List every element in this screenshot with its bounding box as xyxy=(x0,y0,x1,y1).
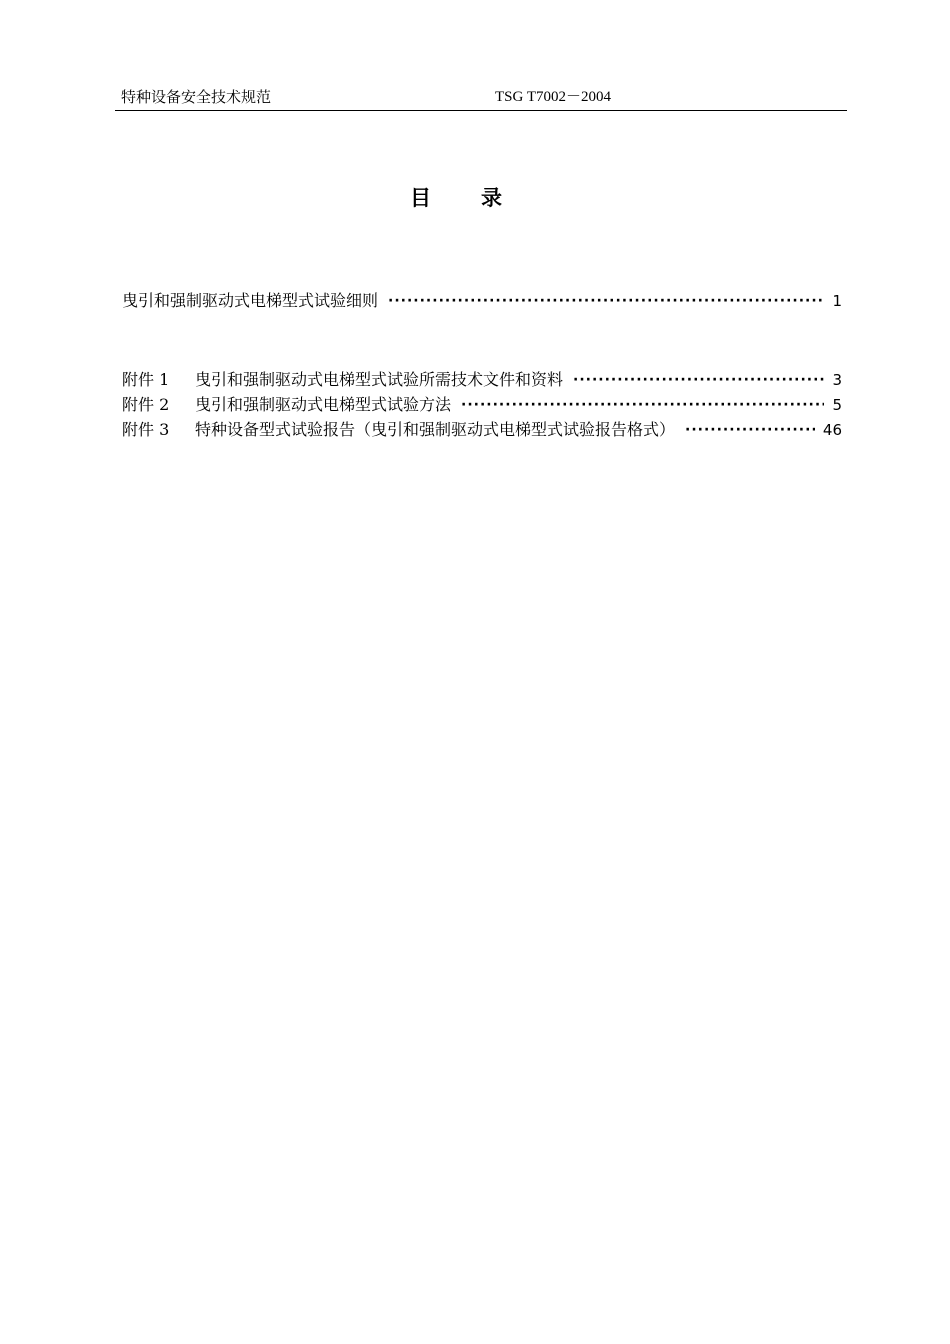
page-header xyxy=(115,86,847,111)
toc-entry-text: 曳引和强制驱动式电梯型式试验方法 xyxy=(195,395,452,414)
toc-entry-text: 曳引和强制驱动式电梯型式试验细则 xyxy=(122,291,379,310)
toc-entry-attachment-2[interactable] xyxy=(122,394,842,416)
toc-page-number: 3 xyxy=(832,371,842,389)
toc-leader-dots xyxy=(685,419,815,441)
toc-page-number: 1 xyxy=(832,292,842,310)
toc-entry-attachment-1[interactable] xyxy=(122,369,842,391)
toc-page-number: 46 xyxy=(822,421,842,439)
header-category: 特种设备安全技术规范 xyxy=(121,88,272,106)
toc-entry-prefix: 附件 1 xyxy=(122,370,170,389)
header-standard-code: TSG T7002－2004 xyxy=(495,89,611,105)
toc-entry-main[interactable] xyxy=(122,290,842,312)
toc-entry-text: 特种设备型式试验报告（曳引和强制驱动式电梯型式试验报告格式） xyxy=(195,420,676,439)
toc-entry-text: 曳引和强制驱动式电梯型式试验所需技术文件和资料 xyxy=(195,370,564,389)
toc-entry-prefix: 附件 2 xyxy=(122,395,170,414)
toc-entry-attachment-3[interactable] xyxy=(122,419,842,441)
toc-title: 目录 xyxy=(410,186,552,210)
toc-leader-dots xyxy=(573,369,824,391)
toc-page-number: 5 xyxy=(832,396,842,414)
toc-leader-dots xyxy=(461,394,824,416)
toc-entry-prefix: 附件 3 xyxy=(122,420,170,439)
toc-leader-dots xyxy=(388,290,824,312)
